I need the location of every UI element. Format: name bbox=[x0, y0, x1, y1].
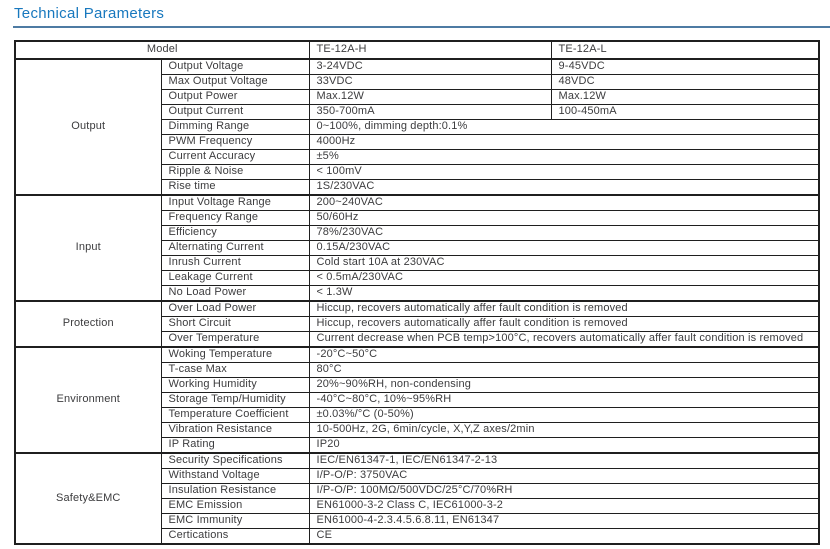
header-model: Model bbox=[15, 41, 309, 59]
value-cell-span: ±0.03%/°C (0-50%) bbox=[309, 408, 819, 423]
value-cell-l: 48VDC bbox=[551, 75, 819, 90]
title-underline bbox=[13, 26, 830, 28]
value-cell-span: < 100mV bbox=[309, 165, 819, 180]
value-cell-span: 0.15A/230VAC bbox=[309, 241, 819, 256]
param-cell: EMC Emission bbox=[161, 499, 309, 514]
value-cell-span: 4000Hz bbox=[309, 135, 819, 150]
table-row bbox=[15, 301, 819, 317]
param-cell: Working Humidity bbox=[161, 378, 309, 393]
param-cell: Over Temperature bbox=[161, 332, 309, 348]
value-cell-span: I/P-O/P: 100MΩ/500VDC/25°C/70%RH bbox=[309, 484, 819, 499]
param-cell: Short Circuit bbox=[161, 317, 309, 332]
header-model-h: TE-12A-H bbox=[309, 41, 551, 59]
param-cell: Current Accuracy bbox=[161, 150, 309, 165]
param-cell: IP Rating bbox=[161, 438, 309, 454]
param-cell: Max Output Voltage bbox=[161, 75, 309, 90]
value-cell-h: Max.12W bbox=[309, 90, 551, 105]
value-cell-span: 78%/230VAC bbox=[309, 226, 819, 241]
value-cell-h: 350-700mA bbox=[309, 105, 551, 120]
header-model-l: TE-12A-L bbox=[551, 41, 819, 59]
param-cell: Temperature Coefficient bbox=[161, 408, 309, 423]
param-cell: Withstand Voltage bbox=[161, 469, 309, 484]
value-cell-span: Hiccup, recovers automatically affer fault condition is removed bbox=[309, 317, 819, 332]
param-cell: Vibration Resistance bbox=[161, 423, 309, 438]
value-cell-l: 100-450mA bbox=[551, 105, 819, 120]
value-cell-span: 80°C bbox=[309, 363, 819, 378]
param-cell: No Load Power bbox=[161, 286, 309, 302]
param-cell: Certications bbox=[161, 529, 309, 545]
value-cell-l: Max.12W bbox=[551, 90, 819, 105]
value-cell-span: ±5% bbox=[309, 150, 819, 165]
value-cell-span: EN61000-3-2 Class C, IEC61000-3-2 bbox=[309, 499, 819, 514]
table-row bbox=[15, 453, 819, 469]
value-cell-span: 10-500Hz, 2G, 6min/cycle, X,Y,Z axes/2min bbox=[309, 423, 819, 438]
param-cell: Insulation Resistance bbox=[161, 484, 309, 499]
param-cell: Alternating Current bbox=[161, 241, 309, 256]
param-cell: Woking Temperature bbox=[161, 347, 309, 363]
value-cell-span: 1S/230VAC bbox=[309, 180, 819, 196]
param-cell: T-case Max bbox=[161, 363, 309, 378]
value-cell-span: Hiccup, recovers automatically affer fault condition is removed bbox=[309, 301, 819, 317]
value-cell-span: CE bbox=[309, 529, 819, 545]
value-cell-span: Current decrease when PCB temp>100°C, recovers automatically affer fault condition is removed bbox=[309, 332, 819, 348]
group-cell-protection: Protection bbox=[15, 301, 161, 347]
param-cell: Storage Temp/Humidity bbox=[161, 393, 309, 408]
value-cell-span: 50/60Hz bbox=[309, 211, 819, 226]
value-cell-l: 9-45VDC bbox=[551, 59, 819, 75]
value-cell-span: < 1.3W bbox=[309, 286, 819, 302]
value-cell-span: 200~240VAC bbox=[309, 195, 819, 211]
group-cell-safety-emc: Safety&EMC bbox=[15, 453, 161, 544]
param-cell: Over Load Power bbox=[161, 301, 309, 317]
param-cell: Output Current bbox=[161, 105, 309, 120]
value-cell-span: 0~100%, dimming depth:0.1% bbox=[309, 120, 819, 135]
table-row bbox=[15, 347, 819, 363]
param-cell: PWM Frequency bbox=[161, 135, 309, 150]
param-cell: Inrush Current bbox=[161, 256, 309, 271]
table-row bbox=[15, 59, 819, 75]
value-cell-span: EN61000-4-2.3.4.5.6.8.11, EN61347 bbox=[309, 514, 819, 529]
param-cell: EMC Immunity bbox=[161, 514, 309, 529]
value-cell-h: 33VDC bbox=[309, 75, 551, 90]
param-cell: Leakage Current bbox=[161, 271, 309, 286]
spec-table bbox=[14, 40, 820, 545]
value-cell-span: IEC/EN61347-1, IEC/EN61347-2-13 bbox=[309, 453, 819, 469]
param-cell: Ripple & Noise bbox=[161, 165, 309, 180]
table-header-row bbox=[15, 41, 819, 59]
param-cell: Input Voltage Range bbox=[161, 195, 309, 211]
param-cell: Output Power bbox=[161, 90, 309, 105]
param-cell: Efficiency bbox=[161, 226, 309, 241]
page-title: Technical Parameters bbox=[14, 5, 165, 22]
value-cell-span: 20%~90%RH, non-condensing bbox=[309, 378, 819, 393]
value-cell-span: Cold start 10A at 230VAC bbox=[309, 256, 819, 271]
param-cell: Rise time bbox=[161, 180, 309, 196]
param-cell: Security Specifications bbox=[161, 453, 309, 469]
value-cell-span: IP20 bbox=[309, 438, 819, 454]
param-cell: Dimming Range bbox=[161, 120, 309, 135]
value-cell-span: -20°C~50°C bbox=[309, 347, 819, 363]
group-cell-input: Input bbox=[15, 195, 161, 301]
group-cell-environment: Environment bbox=[15, 347, 161, 453]
value-cell-h: 3-24VDC bbox=[309, 59, 551, 75]
group-cell-output: Output bbox=[15, 59, 161, 195]
value-cell-span: -40°C~80°C, 10%~95%RH bbox=[309, 393, 819, 408]
param-cell: Frequency Range bbox=[161, 211, 309, 226]
value-cell-span: < 0.5mA/230VAC bbox=[309, 271, 819, 286]
param-cell: Output Voltage bbox=[161, 59, 309, 75]
table-row bbox=[15, 195, 819, 211]
value-cell-span: I/P-O/P: 3750VAC bbox=[309, 469, 819, 484]
